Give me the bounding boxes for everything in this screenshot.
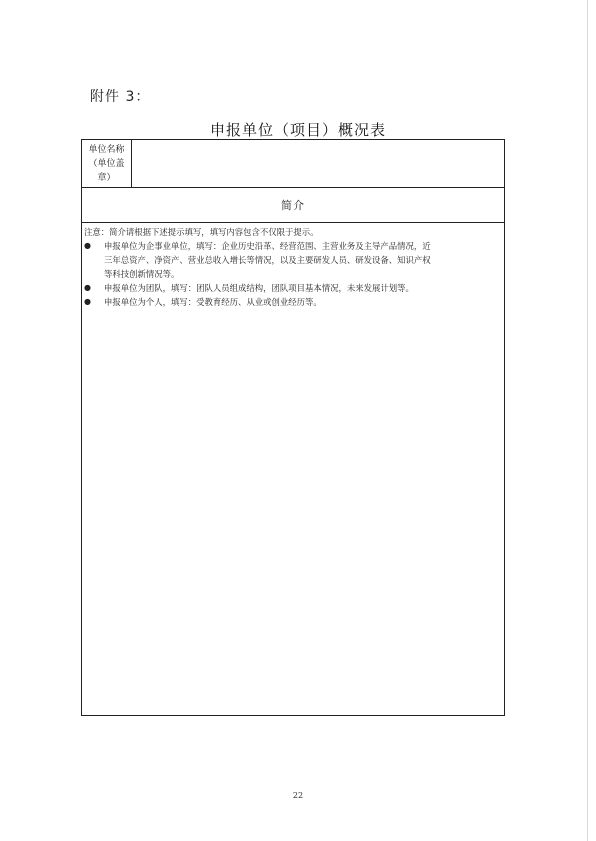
list-item — [84, 295, 500, 309]
intro-header-row — [82, 188, 504, 223]
overview-form-table — [81, 139, 505, 716]
unit-name-row — [82, 140, 504, 188]
unit-name-label-line: 单位名称 — [88, 144, 125, 155]
bullet-icon: ● — [84, 283, 91, 292]
bullet-text — [104, 281, 500, 295]
list-item — [84, 239, 500, 281]
list-item — [84, 281, 500, 295]
page-number: 22 — [292, 791, 304, 800]
unit-name-value-cell[interactable] — [132, 140, 504, 187]
bullet-text-line: 等科技创新情况等。 — [104, 269, 180, 279]
unit-name-label-line: 章） — [97, 172, 116, 183]
bullet-text-line: 申报单位为个人，填写：受教育经历、从业或创业经历等。 — [104, 297, 322, 307]
unit-name-label-line: （单位盖 — [88, 158, 125, 169]
bullet-text-line: 申报单位为企事业单位，填写：企业历史沿革、经营范围、主营业务及主导产品情况，近 — [104, 241, 431, 251]
form-title: 申报单位（项目）概况表 — [209, 121, 386, 139]
bullet-text — [104, 239, 500, 281]
bullet-text-line: 申报单位为团队，填写：团队人员组成结构，团队项目基本情况，未来发展计划等。 — [104, 283, 414, 293]
attachment-label: 附件 3： — [90, 89, 151, 105]
bullet-text — [104, 295, 500, 309]
bullet-icon: ● — [84, 297, 91, 306]
intro-note: 注意：简介请根据下述提示填写，填写内容包含不仅限于提示。 — [84, 227, 319, 237]
bullet-text-line: 三年总资产、净资产、营业总收入增长等情况，以及主要研发人员、研发设备、知识产权 — [104, 255, 431, 265]
unit-name-label-cell — [82, 140, 132, 187]
bullet-icon: ● — [84, 241, 91, 250]
intro-header-label: 简介 — [281, 199, 305, 212]
intro-content-cell[interactable] — [82, 223, 504, 309]
